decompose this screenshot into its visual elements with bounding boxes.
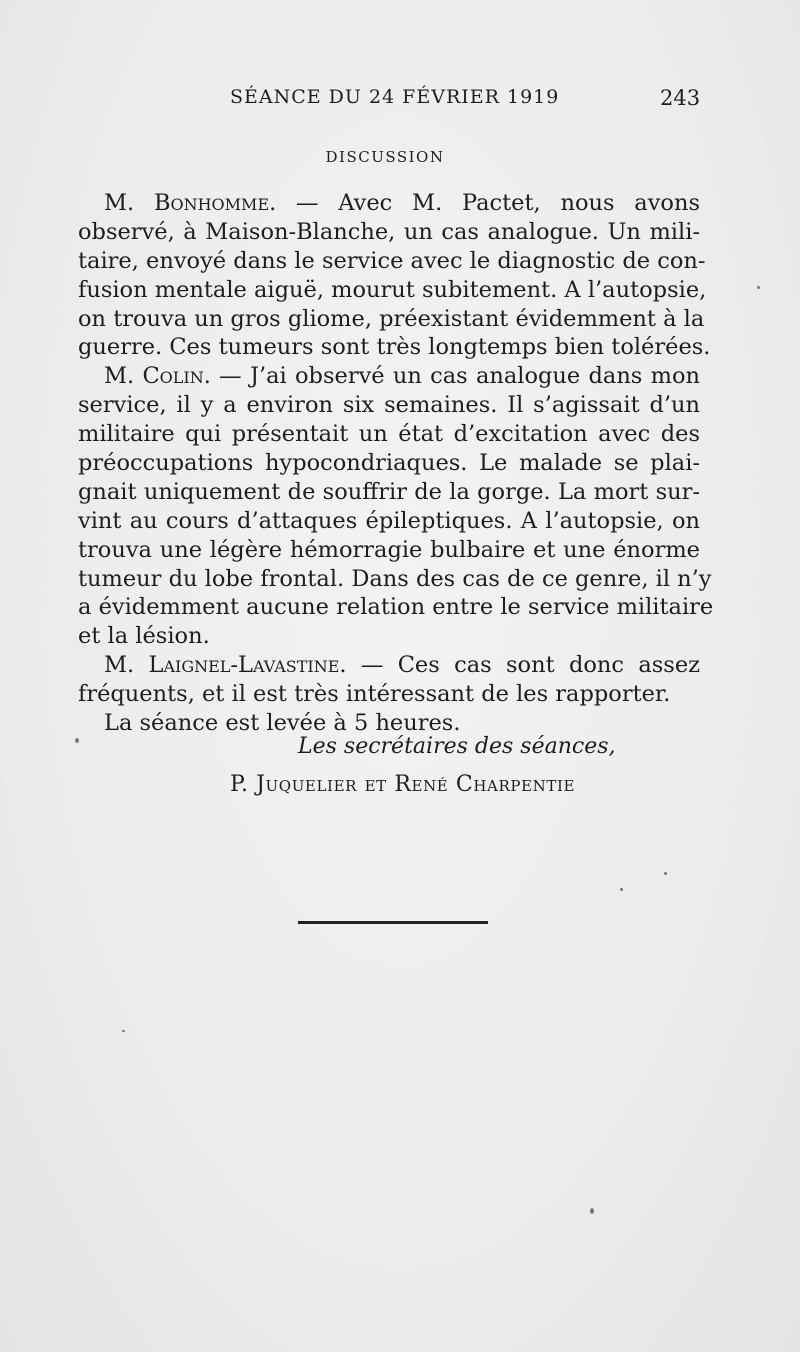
scan-speck	[620, 888, 623, 891]
scan-speck	[664, 872, 667, 875]
section-heading: DISCUSSION	[325, 148, 445, 166]
text-line	[78, 651, 700, 680]
text-line: tumeur du lobe frontal. Dans des cas de ce genre, il n’y	[78, 565, 712, 592]
text-line: vint au cours d’attaques épileptiques. A l’autopsie, on	[78, 507, 700, 534]
scan-speck	[590, 1208, 594, 1214]
closing-line: La séance est levée à 5 heures.	[104, 710, 461, 737]
text-line: préoccupations hypocondriaques. Le malade se plai-	[78, 450, 700, 477]
speaker-name: M. Bonhomme.	[104, 190, 277, 216]
text-line: militaire qui présentait un état d’excitation avec des	[78, 421, 700, 448]
speaker-name: M. Laignel-Lavastine.	[104, 652, 347, 679]
scan-speck	[122, 1030, 125, 1032]
text-line: trouva une légère hémorragie bulbaire et une énorme	[78, 536, 700, 563]
text-line	[78, 189, 700, 218]
text-line: taire, envoyé dans le service avec le diagnostic de con-	[78, 247, 706, 274]
text-line: et la lésion.	[78, 623, 210, 650]
scan-speck	[75, 738, 79, 743]
text-line: service, il y a environ six semaines. Il s’agissait d’un	[78, 392, 700, 419]
signature-names: P. Juquelier et René Charpentie	[230, 772, 576, 797]
page-number: 243	[660, 86, 701, 110]
running-header	[0, 86, 800, 116]
text-line: guerre. Ces tumeurs sont très longtemps bien tolérées.	[78, 334, 711, 361]
line-text: — J’ai observé un cas analogue dans mon	[210, 363, 701, 390]
text-line: gnait uniquement de souffrir de la gorge. La mort sur-	[78, 478, 700, 505]
scan-speck	[757, 286, 760, 289]
signature-title: Les secrétaires des séances,	[298, 734, 616, 759]
end-rule	[298, 921, 488, 924]
body-text	[78, 189, 714, 738]
text-line: observé, à Maison-Blanche, un cas analogue. Un mili-	[78, 218, 700, 245]
line-text: — Avec M. Pactet, nous avons	[276, 190, 700, 216]
speaker-name: M. Colin.	[104, 363, 211, 390]
text-line: a évidemment aucune relation entre le service militaire	[78, 594, 714, 621]
running-title: SÉANCE DU 24 FÉVRIER 1919	[230, 86, 560, 108]
text-line: fusion mentale aiguë, mourut subitement. A l’autopsie,	[78, 276, 707, 303]
text-line: fréquents, et il est très intéressant de les rapporter.	[78, 681, 671, 708]
text-line	[78, 362, 700, 391]
line-text: — Ces cas sont donc assez	[346, 652, 701, 679]
text-line: on trouva un gros gliome, préexistant évidemment à la	[78, 305, 705, 332]
